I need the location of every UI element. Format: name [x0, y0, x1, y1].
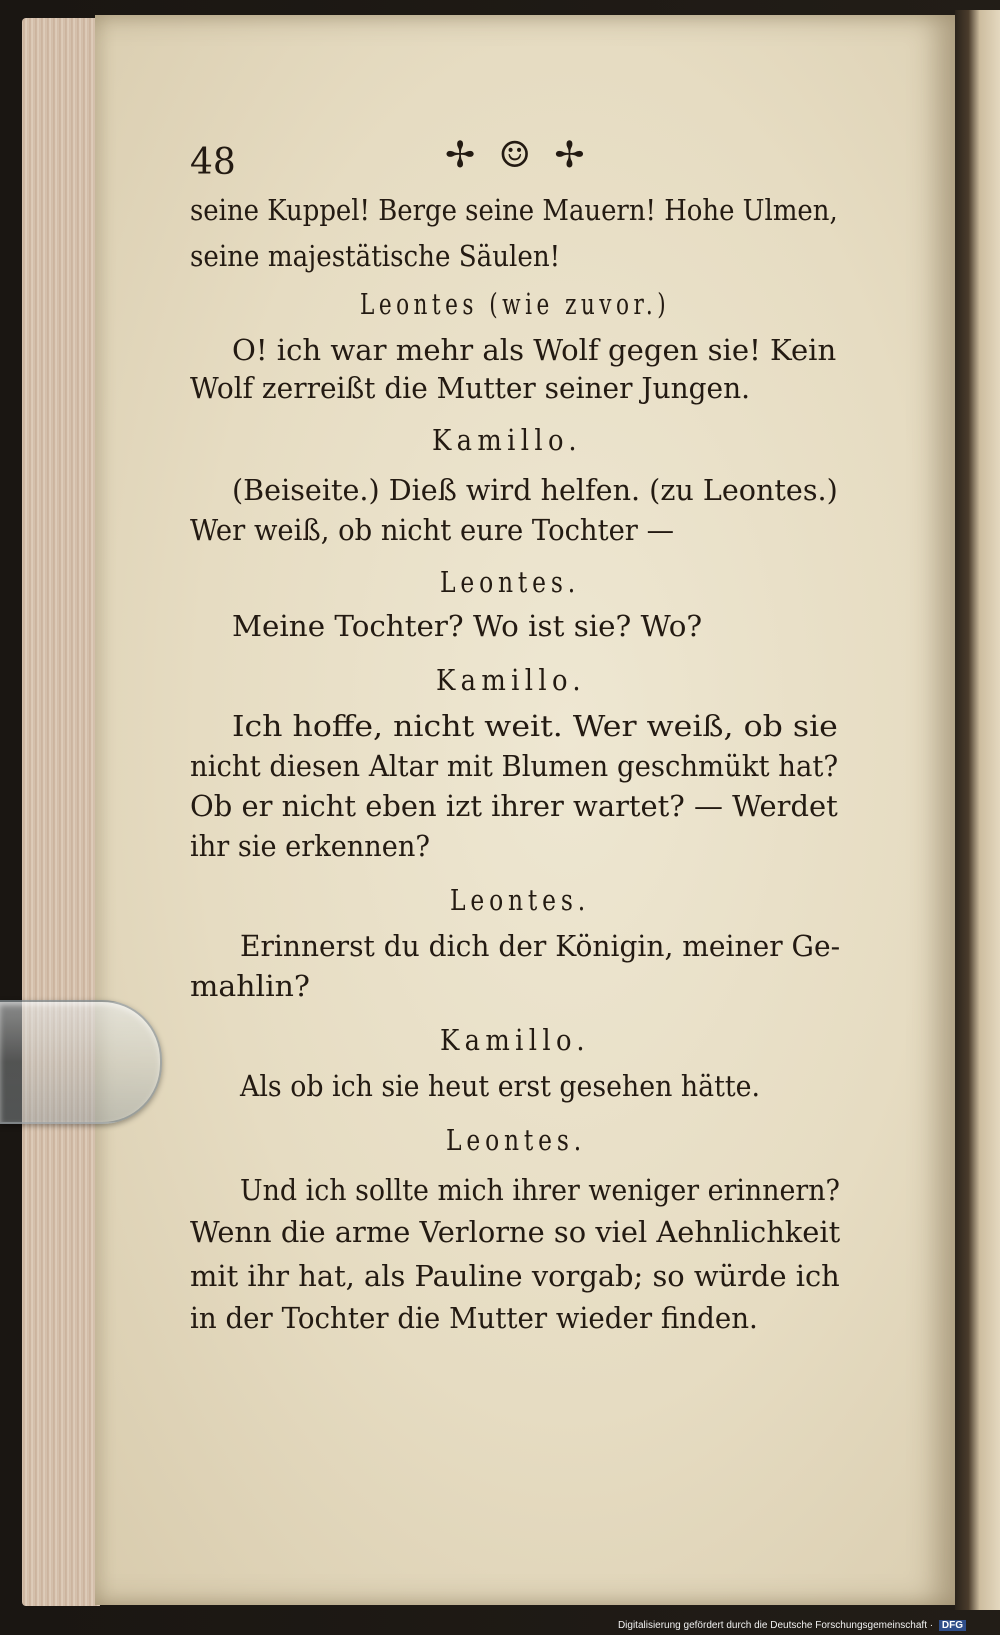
speaker-name: Leontes (wie zuvor.) — [360, 287, 671, 321]
text-line: Und ich sollte mich ihrer weniger erinnern? — [240, 1173, 840, 1207]
text-line: mit ihr hat, als Pauline vorgab; so würde ich — [190, 1259, 840, 1293]
speaker-name: Leontes. — [446, 1123, 587, 1157]
dfg-logo: DFG — [939, 1620, 966, 1631]
speaker-name: Leontes. — [440, 565, 581, 599]
text-line: nicht diesen Altar mit Blumen geschmükt hat? — [190, 749, 839, 783]
text-line: Erinnerst du dich der Königin, meiner Ge- — [240, 929, 841, 963]
text-line: (Beiseite.) Dieß wird helfen. (zu Leontes.) — [232, 473, 838, 507]
text-line: Als ob ich sie heut erst gesehen hätte. — [240, 1069, 761, 1103]
page-edges — [22, 18, 100, 1606]
text-line: in der Tochter die Mutter wieder finden. — [190, 1301, 758, 1335]
speaker-name: Kamillo. — [436, 663, 586, 697]
text-line: Ob er nicht eben izt ihrer wartet? — Werdet — [190, 789, 838, 823]
page-number: 48 — [190, 142, 236, 183]
ornament-icon: ✢ ☺ ✢ — [445, 135, 591, 176]
text-line: Ich hoffe, nicht weit. Wer weiß, ob sie — [232, 709, 838, 743]
text-line: Wer weiß, ob nicht eure Tochter — — [190, 513, 675, 547]
text-line: Wolf zerreißt die Mutter seiner Jungen. — [190, 371, 751, 405]
speaker-name: Kamillo. — [440, 1023, 590, 1057]
speaker-name: Kamillo. — [432, 423, 582, 457]
book-clip — [0, 1000, 162, 1124]
text-line: ihr sie erkennen? — [190, 829, 430, 863]
credit-text: Digitalisierung gefördert durch die Deutsche Forschungsgemeinschaft · — [617, 1620, 934, 1631]
text-line: seine majestätische Säulen! — [190, 239, 561, 273]
text-line: O! ich war mehr als Wolf gegen sie! Kein — [232, 333, 837, 367]
text-line: Wenn die arme Verlorne so viel Aehnlichkeit — [190, 1215, 841, 1249]
speaker-name: Leontes. — [450, 883, 591, 917]
text-line: seine Kuppel! Berge seine Mauern! Hohe Ulmen, — [190, 193, 838, 227]
text-line: Meine Tochter? Wo ist sie? Wo? — [232, 609, 703, 643]
text-line: mahlin? — [190, 969, 310, 1003]
book-gutter — [955, 10, 1000, 1610]
digitization-credit — [618, 1620, 966, 1631]
